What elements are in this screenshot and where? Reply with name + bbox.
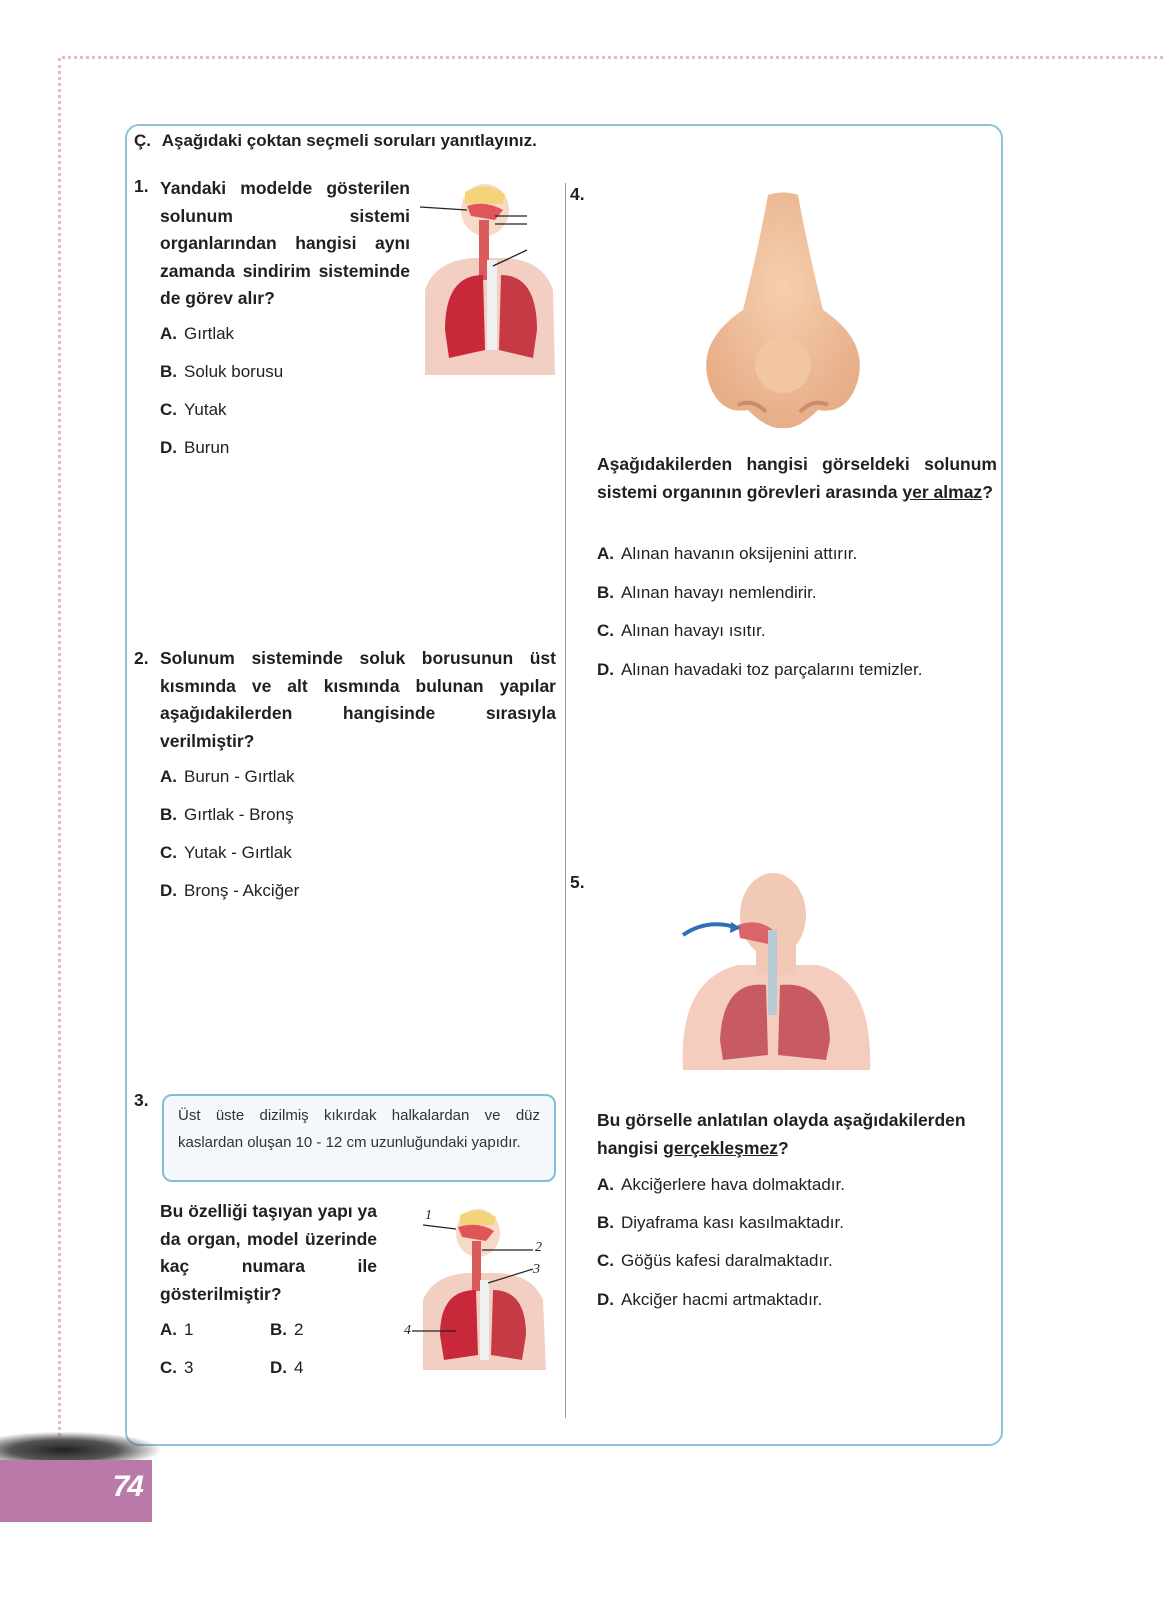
question-2-text: Solunum sisteminde soluk borusunun üst kısmında ve alt kısmında bulunan yapılar aşağıdakilerden hangisinde sırasıyla verilmiştir?	[160, 648, 556, 751]
respiratory-system-diagram-1	[415, 180, 560, 380]
question-2-number: 2.	[134, 648, 149, 668]
option-text: Yutak	[184, 400, 227, 419]
option-b[interactable]	[160, 805, 294, 825]
breathing-torso-illustration	[678, 870, 878, 1075]
option-d[interactable]	[160, 881, 299, 901]
option-b[interactable]	[597, 583, 817, 603]
option-letter: D.	[160, 881, 177, 900]
option-text: 1	[184, 1320, 194, 1339]
option-text: Akciğerlere hava dolmaktadır.	[621, 1175, 845, 1194]
question-3-number: 3.	[134, 1090, 149, 1110]
option-letter: A.	[160, 324, 177, 343]
option-text: Soluk borusu	[184, 362, 284, 381]
option-letter: C.	[160, 1358, 177, 1377]
option-letter: D.	[597, 1290, 614, 1309]
section-heading	[134, 131, 537, 151]
emphasis-text: gerçekleşmez	[663, 1137, 778, 1158]
emphasis-text: yer almaz	[902, 481, 983, 502]
question-text: Aşağıdakilerden hangisi görseldeki solunum sistemi organının görevleri arasında	[597, 454, 997, 502]
option-text: Gırtlak - Bronş	[184, 805, 294, 824]
option-a[interactable]	[597, 544, 857, 564]
option-b[interactable]	[597, 1213, 844, 1233]
option-c[interactable]	[160, 843, 292, 863]
option-c[interactable]	[597, 621, 766, 641]
option-text: Diyaframa kası kasılmaktadır.	[621, 1213, 844, 1232]
decorative-border-top	[62, 56, 1163, 59]
section-title: Aşağıdaki çoktan seçmeli soruları yanıtlayınız.	[161, 131, 537, 150]
option-c[interactable]	[160, 400, 227, 420]
diagram-label-1: 1	[425, 1208, 432, 1223]
option-text: Akciğer hacmi artmaktadır.	[621, 1290, 823, 1309]
question-mark: ?	[982, 481, 993, 502]
option-letter: A.	[597, 544, 614, 563]
page-number: 74	[112, 1470, 142, 1503]
option-text: 4	[294, 1358, 304, 1377]
option-letter: A.	[597, 1175, 614, 1194]
option-text: Göğüs kafesi daralmaktadır.	[621, 1251, 833, 1270]
option-a[interactable]	[160, 1320, 193, 1340]
option-d[interactable]	[597, 1290, 822, 1310]
option-text: Burun - Gırtlak	[184, 767, 295, 786]
option-c[interactable]	[597, 1251, 833, 1271]
option-text: Alınan havayı nemlendirir.	[621, 583, 817, 602]
question-1-number: 1.	[134, 176, 149, 196]
diagram-label-2: 2	[535, 1240, 542, 1255]
option-d[interactable]	[270, 1358, 303, 1378]
section-letter: Ç.	[134, 131, 151, 150]
question-1-text: Yandaki modelde gösterilen solunum sistemi organlarından hangisi aynı zamanda sindirim sisteminde de görev alır?	[160, 178, 410, 308]
diagram-label-4: 4	[404, 1323, 411, 1338]
question-5-number: 5.	[570, 872, 585, 892]
option-c[interactable]	[160, 1358, 193, 1378]
decorative-border-left	[58, 58, 61, 1443]
respiratory-system-diagram-numbered	[398, 1205, 558, 1375]
option-letter: C.	[160, 400, 177, 419]
option-text: Gırtlak	[184, 324, 235, 343]
option-letter: B.	[270, 1320, 287, 1339]
option-b[interactable]	[160, 362, 283, 382]
option-a[interactable]	[597, 1175, 845, 1195]
option-letter: C.	[597, 1251, 614, 1270]
question-4-number: 4.	[570, 184, 585, 204]
option-b[interactable]	[270, 1320, 303, 1340]
option-text: Alınan havanın oksijenini attırır.	[621, 544, 858, 563]
option-text: Burun	[184, 438, 230, 457]
option-text: Yutak - Gırtlak	[184, 843, 292, 862]
option-text: Alınan havayı ısıtır.	[621, 621, 766, 640]
question-mark: ?	[777, 1137, 789, 1158]
option-letter: B.	[160, 805, 177, 824]
question-4-text	[597, 451, 997, 506]
option-letter: D.	[597, 660, 614, 679]
option-letter: D.	[270, 1358, 287, 1377]
option-letter: B.	[597, 583, 614, 602]
option-text: Alınan havadaki toz parçalarını temizler.	[621, 660, 923, 679]
page-tab-shadow	[0, 1432, 160, 1462]
option-letter: C.	[160, 843, 177, 862]
column-divider	[565, 183, 566, 1418]
option-text: 2	[294, 1320, 304, 1339]
option-d[interactable]	[160, 438, 229, 458]
question-3-info-box: Üst üste dizilmiş kıkırdak halkalardan ve düz kaslardan oluşan 10 - 12 cm uzunluğundaki yapıdır.	[162, 1094, 556, 1182]
option-letter: A.	[160, 1320, 177, 1339]
question-5-text	[597, 1107, 997, 1162]
option-letter: C.	[597, 621, 614, 640]
nose-illustration	[698, 190, 868, 430]
option-text: Bronş - Akciğer	[184, 881, 300, 900]
diagram-label-3: 3	[533, 1262, 540, 1277]
question-3-text: Bu özelliği taşıyan yapı ya da organ, model üzerinde kaç numara ile gösterilmiştir?	[160, 1201, 377, 1304]
option-a[interactable]	[160, 324, 234, 344]
option-letter: A.	[160, 767, 177, 786]
option-text: 3	[184, 1358, 194, 1377]
option-a[interactable]	[160, 767, 295, 787]
question-text: Bu görselle anlatılan olayda aşağıdakilerden hangisi	[597, 1110, 966, 1158]
option-letter: D.	[160, 438, 177, 457]
option-d[interactable]	[597, 660, 922, 680]
option-letter: B.	[160, 362, 177, 381]
option-letter: B.	[597, 1213, 614, 1232]
page-number-tab	[0, 1460, 152, 1522]
